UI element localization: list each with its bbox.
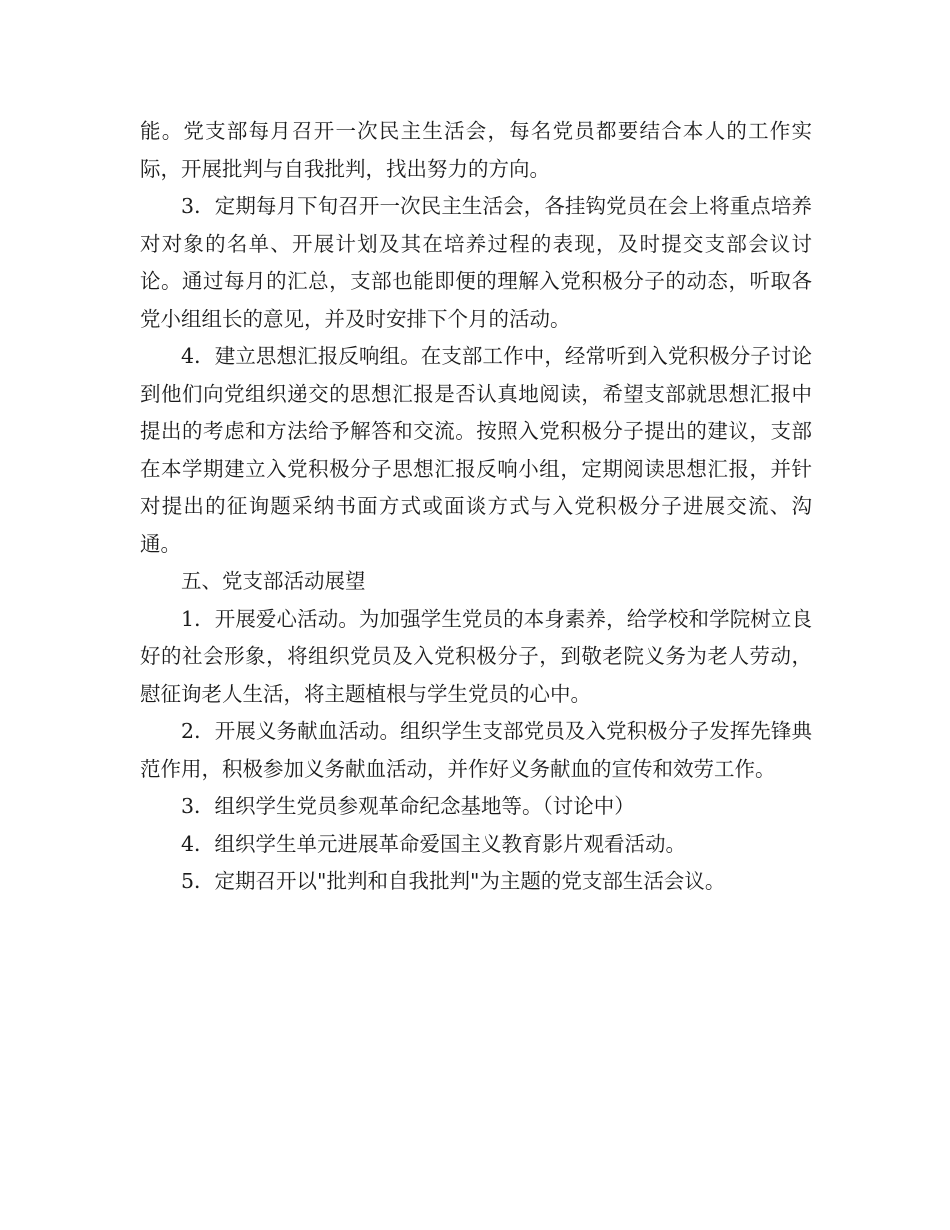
paragraph-outlook-3: 3．组织学生党员参观革命纪念基地等。（讨论中）	[181, 794, 635, 818]
paragraph-item-3-meeting: 3．定期每月下旬召开一次民主生活会，各挂钩党员在会上将重点培养对对象的名单、开展计划及其在培养过程的表现，及时提交支部会议讨论。通过每月的汇总，支部也能即便的理解入党积极分子的动态，听取各党小组组长的意见，并及时安排下个月的活动。	[140, 194, 812, 331]
document-body	[140, 113, 812, 901]
section-heading-outlook: 五、党支部活动展望	[181, 569, 366, 593]
paragraph-item-4-feedback-group: 4．建立思想汇报反响组。在支部工作中，经常听到入党积极分子讨论到他们向党组织递交的思想汇报是否认真地阅读，希望支部就思想汇报中提出的考虑和方法给予解答和交流。按照入党积极分子提出的建议，支部在本学期建立入党积极分子思想汇报反响小组，定期阅读思想汇报，并针对提出的征询题采纳书面方式或面谈方式与入党积极分子进展交流、沟通。	[140, 344, 812, 556]
paragraph-outlook-5: 5．定期召开以"批判和自我批判"为主题的党支部生活会议。	[181, 869, 726, 893]
paragraph-continuation: 能。党支部每月召开一次民主生活会，每名党员都要结合本人的工作实际，开展批判与自我批判，找出努力的方向。	[140, 119, 812, 181]
paragraph-outlook-2: 2．开展义务献血活动。组织学生支部党员及入党积极分子发挥先锋典范作用，积极参加义务献血活动，并作好义务献血的宣传和效劳工作。	[140, 719, 812, 781]
paragraph-outlook-4: 4．组织学生单元进展革命爱国主义教育影片观看活动。	[181, 831, 687, 856]
paragraph-outlook-1: 1．开展爱心活动。为加强学生党员的本身素养，给学校和学院树立良好的社会形象，将组织党员及入党积极分子，到敬老院义务为老人劳动，慰征询老人生活，将主题植根与学生党员的心中。	[140, 606, 812, 706]
